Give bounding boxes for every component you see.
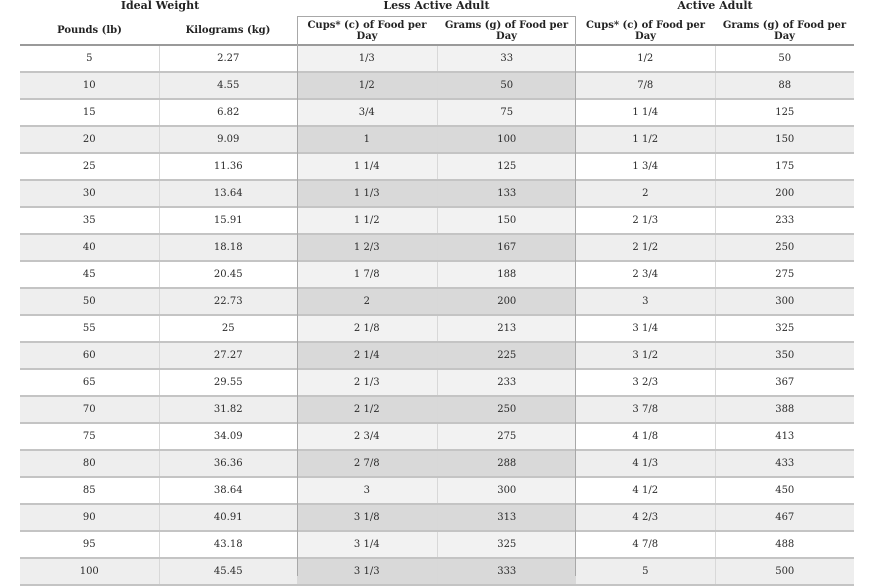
less-active-grams-cell: 325 bbox=[437, 531, 576, 558]
active-grams-cell: 150 bbox=[715, 126, 854, 153]
active-grams-cell: 125 bbox=[715, 99, 854, 126]
less-active-grams-cell: 75 bbox=[437, 99, 576, 126]
table-row bbox=[20, 153, 854, 180]
table-row bbox=[20, 261, 854, 288]
kilograms-cell: 4.55 bbox=[159, 72, 297, 99]
kilograms-cell: 11.36 bbox=[159, 153, 297, 180]
kilograms-cell: 9.09 bbox=[159, 126, 297, 153]
active-grams-cell: 233 bbox=[715, 207, 854, 234]
pounds-cell: 50 bbox=[20, 288, 159, 315]
kilograms-cell: 15.91 bbox=[159, 207, 297, 234]
less-active-cups-cell: 2 1/4 bbox=[297, 342, 437, 369]
less-active-cups-cell: 2 1/3 bbox=[297, 369, 437, 396]
table-body bbox=[20, 45, 854, 585]
active-cups-cell: 1 3/4 bbox=[576, 153, 715, 180]
active-cups-cell: 4 2/3 bbox=[576, 504, 715, 531]
kilograms-cell: 13.64 bbox=[159, 180, 297, 207]
table-row bbox=[20, 423, 854, 450]
active-grams-cell: 88 bbox=[715, 72, 854, 99]
kilograms-cell: 31.82 bbox=[159, 396, 297, 423]
kilograms-cell: 18.18 bbox=[159, 234, 297, 261]
column-header-pounds: Pounds (lb) bbox=[20, 17, 159, 45]
active-grams-cell: 300 bbox=[715, 288, 854, 315]
less-active-grams-cell: 313 bbox=[437, 504, 576, 531]
column-header-less-active-cups: Cups* (c) of Food per Day bbox=[297, 17, 437, 45]
less-active-grams-cell: 200 bbox=[437, 288, 576, 315]
pounds-cell: 25 bbox=[20, 153, 159, 180]
active-grams-cell: 467 bbox=[715, 504, 854, 531]
pounds-cell: 85 bbox=[20, 477, 159, 504]
active-cups-cell: 3 bbox=[576, 288, 715, 315]
table-row bbox=[20, 396, 854, 423]
less-active-grams-cell: 188 bbox=[437, 261, 576, 288]
less-active-grams-cell: 100 bbox=[437, 126, 576, 153]
less-active-cups-cell: 1 1/4 bbox=[297, 153, 437, 180]
less-active-cups-cell: 1 1/2 bbox=[297, 207, 437, 234]
kilograms-cell: 29.55 bbox=[159, 369, 297, 396]
less-active-grams-cell: 150 bbox=[437, 207, 576, 234]
active-cups-cell: 1/2 bbox=[576, 45, 715, 72]
table-row bbox=[20, 99, 854, 126]
less-active-cups-cell: 2 1/2 bbox=[297, 396, 437, 423]
table-row bbox=[20, 342, 854, 369]
pounds-cell: 35 bbox=[20, 207, 159, 234]
kilograms-cell: 6.82 bbox=[159, 99, 297, 126]
kilograms-cell: 2.27 bbox=[159, 45, 297, 72]
table-row bbox=[20, 72, 854, 99]
less-active-grams-cell: 275 bbox=[437, 423, 576, 450]
active-grams-cell: 50 bbox=[715, 45, 854, 72]
group-header-ideal-weight: Ideal Weight bbox=[120, 0, 200, 12]
active-grams-cell: 388 bbox=[715, 396, 854, 423]
active-cups-cell: 4 1/3 bbox=[576, 450, 715, 477]
group-header-less-active-adult: Less Active Adult bbox=[383, 0, 490, 12]
table-row bbox=[20, 288, 854, 315]
kilograms-cell: 27.27 bbox=[159, 342, 297, 369]
less-active-grams-cell: 300 bbox=[437, 477, 576, 504]
column-header-kilograms: Kilograms (kg) bbox=[159, 17, 297, 45]
active-grams-cell: 350 bbox=[715, 342, 854, 369]
pounds-cell: 30 bbox=[20, 180, 159, 207]
pounds-cell: 70 bbox=[20, 396, 159, 423]
active-cups-cell: 2 bbox=[576, 180, 715, 207]
less-active-cups-cell: 1/2 bbox=[297, 72, 437, 99]
less-active-grams-cell: 233 bbox=[437, 369, 576, 396]
active-cups-cell: 1 1/4 bbox=[576, 99, 715, 126]
active-grams-cell: 367 bbox=[715, 369, 854, 396]
table-row bbox=[20, 234, 854, 261]
active-cups-cell: 3 1/4 bbox=[576, 315, 715, 342]
kilograms-cell: 20.45 bbox=[159, 261, 297, 288]
group-header-active-adult: Active Adult bbox=[677, 0, 753, 12]
active-grams-cell: 450 bbox=[715, 477, 854, 504]
pounds-cell: 90 bbox=[20, 504, 159, 531]
pounds-cell: 5 bbox=[20, 45, 159, 72]
active-grams-cell: 500 bbox=[715, 558, 854, 585]
less-active-cups-cell: 1/3 bbox=[297, 45, 437, 72]
active-cups-cell: 1 1/2 bbox=[576, 126, 715, 153]
active-grams-cell: 433 bbox=[715, 450, 854, 477]
table-row bbox=[20, 450, 854, 477]
pounds-cell: 45 bbox=[20, 261, 159, 288]
kilograms-cell: 36.36 bbox=[159, 450, 297, 477]
less-active-cups-cell: 1 bbox=[297, 126, 437, 153]
less-active-grams-cell: 50 bbox=[437, 72, 576, 99]
pounds-cell: 20 bbox=[20, 126, 159, 153]
less-active-cups-cell: 1 2/3 bbox=[297, 234, 437, 261]
less-active-cups-cell: 2 3/4 bbox=[297, 423, 437, 450]
kilograms-cell: 25 bbox=[159, 315, 297, 342]
active-grams-cell: 250 bbox=[715, 234, 854, 261]
active-cups-cell: 4 1/2 bbox=[576, 477, 715, 504]
feeding-table bbox=[20, 17, 854, 586]
pounds-cell: 65 bbox=[20, 369, 159, 396]
less-active-cups-cell: 2 bbox=[297, 288, 437, 315]
pounds-cell: 60 bbox=[20, 342, 159, 369]
active-cups-cell: 2 1/3 bbox=[576, 207, 715, 234]
pounds-cell: 10 bbox=[20, 72, 159, 99]
less-active-grams-cell: 167 bbox=[437, 234, 576, 261]
active-grams-cell: 200 bbox=[715, 180, 854, 207]
pounds-cell: 15 bbox=[20, 99, 159, 126]
active-grams-cell: 325 bbox=[715, 315, 854, 342]
pounds-cell: 80 bbox=[20, 450, 159, 477]
less-active-grams-cell: 333 bbox=[437, 558, 576, 585]
table-row bbox=[20, 45, 854, 72]
table-row bbox=[20, 504, 854, 531]
active-cups-cell: 2 1/2 bbox=[576, 234, 715, 261]
active-cups-cell: 3 1/2 bbox=[576, 342, 715, 369]
less-active-grams-cell: 213 bbox=[437, 315, 576, 342]
active-grams-cell: 488 bbox=[715, 531, 854, 558]
less-active-grams-cell: 125 bbox=[437, 153, 576, 180]
less-active-grams-cell: 33 bbox=[437, 45, 576, 72]
less-active-cups-cell: 3/4 bbox=[297, 99, 437, 126]
less-active-grams-cell: 225 bbox=[437, 342, 576, 369]
kilograms-cell: 22.73 bbox=[159, 288, 297, 315]
less-active-cups-cell: 1 1/3 bbox=[297, 180, 437, 207]
table-row bbox=[20, 207, 854, 234]
table-row bbox=[20, 531, 854, 558]
table-row bbox=[20, 477, 854, 504]
table-row bbox=[20, 180, 854, 207]
active-grams-cell: 175 bbox=[715, 153, 854, 180]
active-cups-cell: 7/8 bbox=[576, 72, 715, 99]
less-active-cups-cell: 3 1/8 bbox=[297, 504, 437, 531]
header-row bbox=[20, 17, 854, 45]
column-header-active-grams: Grams (g) of Food per Day bbox=[715, 17, 854, 45]
active-cups-cell: 5 bbox=[576, 558, 715, 585]
column-header-active-cups: Cups* (c) of Food per Day bbox=[576, 17, 715, 45]
column-header-less-active-grams: Grams (g) of Food per Day bbox=[437, 17, 576, 45]
less-active-cups-cell: 2 7/8 bbox=[297, 450, 437, 477]
table-row bbox=[20, 558, 854, 585]
less-active-grams-cell: 133 bbox=[437, 180, 576, 207]
table-row bbox=[20, 369, 854, 396]
pounds-cell: 55 bbox=[20, 315, 159, 342]
pounds-cell: 75 bbox=[20, 423, 159, 450]
kilograms-cell: 45.45 bbox=[159, 558, 297, 585]
pounds-cell: 40 bbox=[20, 234, 159, 261]
table-row bbox=[20, 315, 854, 342]
less-active-grams-cell: 250 bbox=[437, 396, 576, 423]
less-active-cups-cell: 3 bbox=[297, 477, 437, 504]
pounds-cell: 100 bbox=[20, 558, 159, 585]
less-active-cups-cell: 2 1/8 bbox=[297, 315, 437, 342]
active-grams-cell: 413 bbox=[715, 423, 854, 450]
active-cups-cell: 4 7/8 bbox=[576, 531, 715, 558]
kilograms-cell: 38.64 bbox=[159, 477, 297, 504]
active-cups-cell: 3 2/3 bbox=[576, 369, 715, 396]
less-active-grams-cell: 288 bbox=[437, 450, 576, 477]
active-grams-cell: 275 bbox=[715, 261, 854, 288]
active-cups-cell: 4 1/8 bbox=[576, 423, 715, 450]
table-row bbox=[20, 126, 854, 153]
kilograms-cell: 40.91 bbox=[159, 504, 297, 531]
pounds-cell: 95 bbox=[20, 531, 159, 558]
less-active-cups-cell: 3 1/3 bbox=[297, 558, 437, 585]
less-active-cups-cell: 3 1/4 bbox=[297, 531, 437, 558]
less-active-cups-cell: 1 7/8 bbox=[297, 261, 437, 288]
active-cups-cell: 2 3/4 bbox=[576, 261, 715, 288]
kilograms-cell: 34.09 bbox=[159, 423, 297, 450]
kilograms-cell: 43.18 bbox=[159, 531, 297, 558]
active-cups-cell: 3 7/8 bbox=[576, 396, 715, 423]
